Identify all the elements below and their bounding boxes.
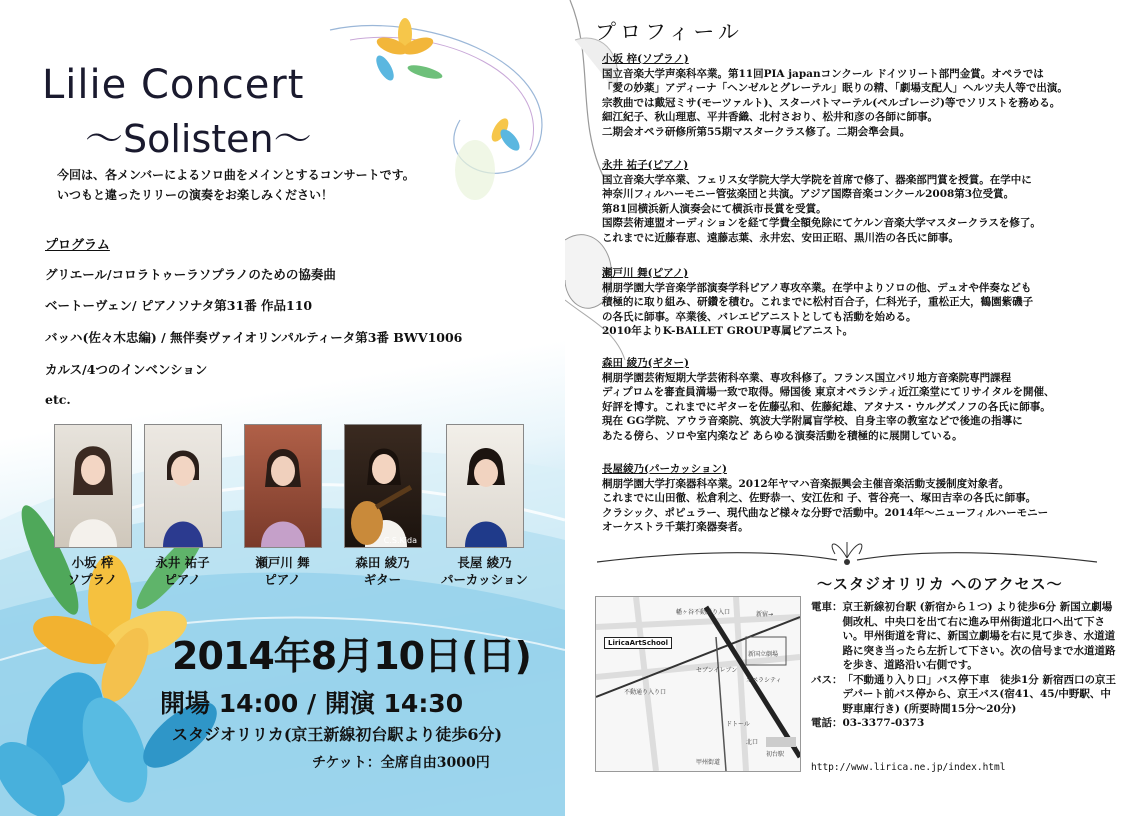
performer-photo — [244, 424, 322, 548]
profile-name: 永井 祐子(ピアノ) — [602, 159, 689, 171]
performer-name: 小坂 梓 ソプラノ — [67, 555, 118, 587]
profile-name: 長屋綾乃(パーカッション) — [602, 463, 727, 475]
program-item: バッハ(佐々木忠編) / 無伴奏ヴァイオリンパルティータ第3番 BWV1006 — [45, 330, 463, 345]
performer-photo — [144, 424, 222, 548]
profile-section: 瀬戸川 舞(ピアノ) 桐朋学園大学音楽学部演奏学科ピアノ専攻卒業。在学中よりソロの他、デュオや伴奏なども 積極的に取り組み、研鑽を積む。これまでに松村百合子，仁科光子，重松正大，鶴園紫磯子 の各氏に師事。卒業後、バレエピアニストとしても活動を始める。 2010年よりK-BALLET GROUP専属ピアニスト。 — [602, 266, 1112, 339]
access-phone: 電話： 03-3377-0373 — [811, 717, 925, 729]
profile-name: 森田 綾乃(ギター) — [602, 357, 689, 369]
concert-subtitle: ～Solisten～ — [85, 117, 312, 161]
flyer-back — [565, 0, 1123, 816]
access-info — [811, 600, 1116, 731]
program-item: グリエール/コロラトゥーラソプラノのための協奏曲 — [45, 267, 336, 282]
profile-section: 永井 祐子(ピアノ) 国立音楽大学卒業、フェリス女学院大学大学院を首席で修了、器楽部門賞を授賞。在学中に 神奈川フィルハーモニー管弦楽団と共演。アジア国際音楽コンクール2008第3位受賞。 第81回横浜新人演奏会にて横浜市長賞を受賞。 国際芸術連盟オーディションを経て学費全額免除にてケルン音楽大学マスタークラスを修了。 これまでに近藤春恵、遠藤志葉、永井宏、安田正昭、黒川浩の各氏に師事。 — [602, 158, 1112, 246]
intro-line-2: いつもと違ったリリーの演奏をお楽しみください！ — [57, 188, 334, 202]
profile-name: 小坂 梓(ソプラノ) — [602, 53, 689, 65]
lily-top-icon — [373, 18, 444, 83]
venue: スタジオリリカ(京王新線初台駅より徒歩6分) — [172, 725, 503, 744]
access-title: ～スタジオリリカ へのアクセス～ — [817, 575, 1063, 593]
access-bus: バス： 「不動通り入り口」バス停下車 徒歩1分 新宿西口の京王デパート前バス停から、京王バス(宿41、45/中野駅、中野車庫行き) (所要時間15分～20分) — [811, 673, 1116, 715]
access-train: 電車： 京王新線初台駅 (新宿から１つ) より徒歩6分 新国立劇場側改札、中央口を出て右に進み甲州街道北口へ出て下さい。甲州街道を背に、新国立劇場を右に見て歩き、水道道路に突き当ったら左折して下さい。次の信号まで水道道路を歩き、道路沿い右側です。 — [811, 601, 1116, 671]
program-item: ベートーヴェン/ ピアノソナタ第31番 作品110 — [45, 298, 313, 313]
performer-photo — [344, 424, 422, 548]
website-url: http://www.lirica.ne.jp/index.html — [811, 762, 1006, 773]
access-map: LiricaArtSchool 幡ヶ谷不動通り入口 新国立劇場 オペラシティ 初台駅 甲州街道 ドトール 北口 新宿→ セブンイレブン 不動通り入り口 — [595, 596, 801, 772]
profile-name: 瀬戸川 舞(ピアノ) — [602, 267, 689, 279]
performer-name: 長屋 綾乃 パーカッション — [441, 555, 528, 587]
performer-name: 森田 綾乃 ギター — [355, 555, 410, 587]
lily-side-icon — [455, 116, 523, 200]
concert-date: 2014年8月10日(日) — [172, 634, 531, 678]
program-item: カルス/4つのインベンション — [45, 362, 208, 377]
ticket-info: チケット：全席自由3000円 — [312, 755, 490, 771]
profile-section: 森田 綾乃(ギター) 桐朋学園芸術短期大学芸術科卒業、専攻科修了。フランス国立パリ地方音楽院専門課程 ディプロムを審査員満場一致で取得。帰国後 東京オペラシティ近江楽堂にてリサイタルを開催、 好評を博す。これまでにギターを佐藤弘和、佐藤紀雄、アタナス・ウルグズノフの各氏に師事。 現在 GG学院、アウラ音楽院、筑波大学附属盲学校、自身主宰の教室などで後進の指導に あたる傍ら、ソロや室内楽など あらゆる演奏活動を積極的に展開している。 — [602, 356, 1112, 444]
program-item: etc. — [45, 392, 71, 407]
photo-credit: C.S.Kida — [383, 536, 417, 545]
performer-photo — [446, 424, 524, 548]
performer-photo — [54, 424, 132, 548]
map-school-label: LiricaArtSchool — [604, 637, 672, 649]
performer-name: 瀬戸川 舞 ピアノ — [255, 555, 310, 587]
concert-title: Lilie Concert — [42, 62, 305, 108]
program-heading: プログラム — [45, 238, 110, 253]
intro-line-1: 今回は、各メンバーによるソロ曲をメインとするコンサートです。 — [57, 168, 415, 182]
performer-name: 永井 祐子 ピアノ — [155, 555, 210, 587]
open-time: 開場 14:00 / 開演 14:30 — [160, 689, 464, 718]
ornament-divider — [597, 540, 1097, 570]
profile-title: プロフィール — [595, 20, 743, 44]
profile-section: 長屋綾乃(パーカッション) 桐朋学園大学打楽器科卒業。2012年ヤマハ音楽振興会主催音楽活動支援制度対象者。 これまでに山田徹、松倉利之、佐野恭一、安江佐和 子、菅谷亮一、塚田吉幸の各氏に師事。 クラシック、ポピュラー、現代曲など様々な分野で活動中。2014年～ニューフィルハーモニー オーケストラ千葉打楽器奏者。 — [602, 462, 1112, 535]
profile-section: 小坂 梓(ソプラノ) 国立音楽大学声楽科卒業。第11回PIA japanコンクール ドイツリート部門金賞。オペラでは 「愛の妙薬」アディーナ「ヘンゼルとグレーテル」眠りの精、「劇場支配人」ヘルツ夫人等で出演。 宗教曲では戴冠ミサ(モーツァルト)、スターバトマーテル(ペルゴレージ)等でソリストを務める。 細江紀子、秋山理恵、平井香織、北村さおり、松井和彦の各師に師事。 二期会オペラ研修所第55期マスタークラス修了。二期会準会員。 — [602, 52, 1112, 140]
